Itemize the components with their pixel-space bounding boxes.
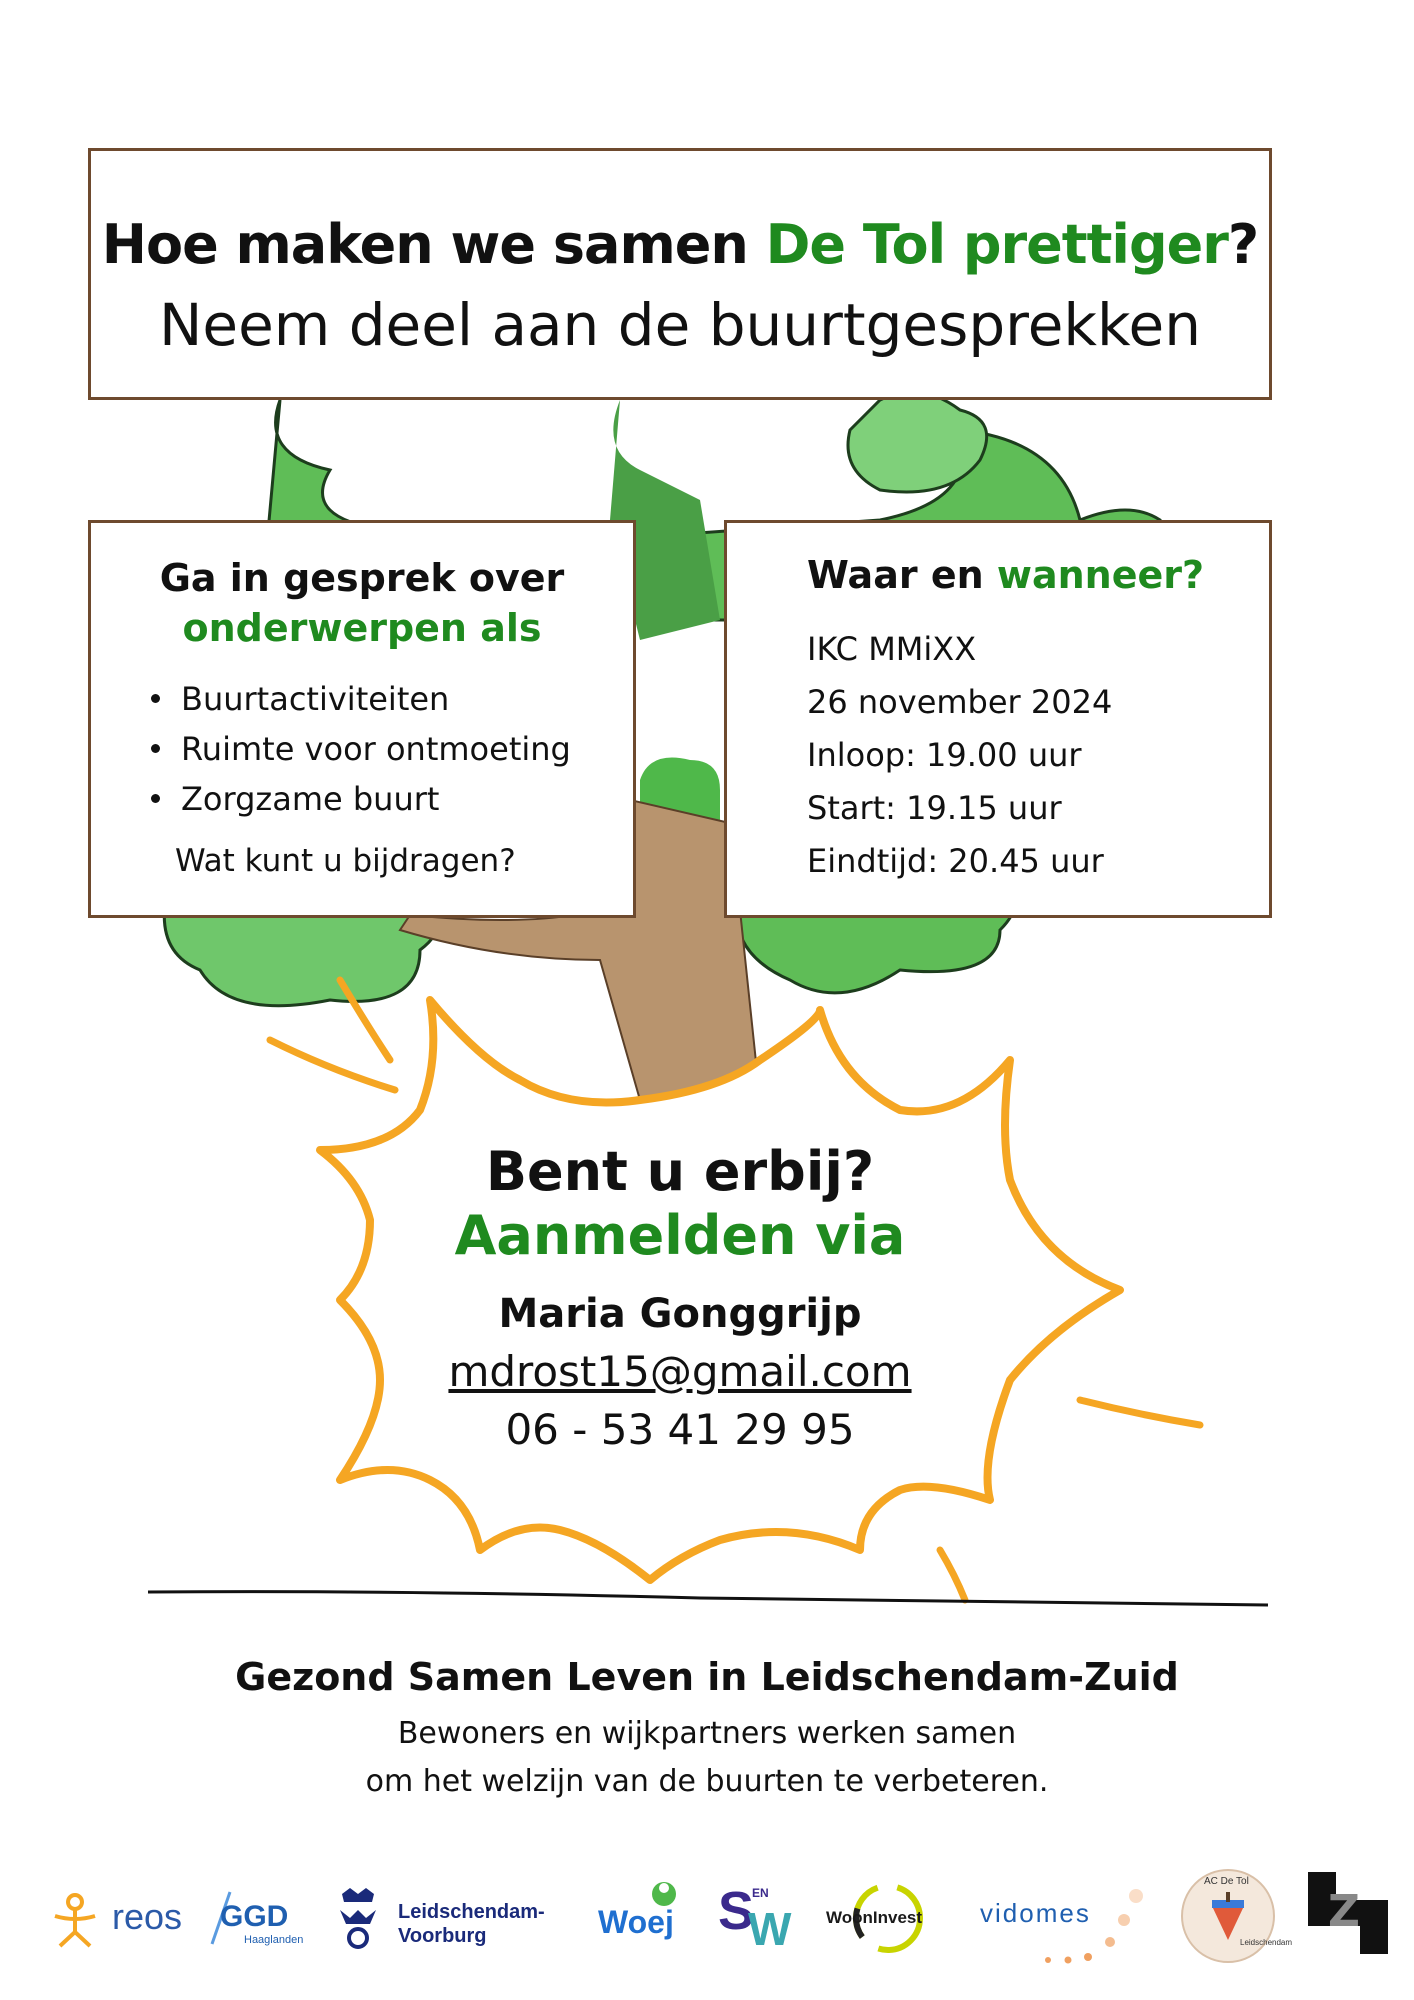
ac-de-tol-logo-side: Leidschendam	[1240, 1938, 1293, 1947]
topics-heading-line2: onderwerpen als	[182, 606, 542, 650]
s-en-w-logo	[718, 1880, 798, 1955]
wooninvest-logo: WoonInvest	[826, 1908, 923, 1927]
vidomes-logo: vidomes	[980, 1898, 1091, 1928]
event-inloop: Inloop: 19.00 uur	[807, 736, 1082, 774]
list-item: Buurtactiviteiten	[147, 679, 627, 719]
ac-de-tol-logo: AC De Tol	[1204, 1876, 1249, 1887]
event-location: IKC MMiXX	[807, 630, 977, 668]
woej-logo: Woej	[598, 1904, 674, 1940]
when-where-heading-highlight: wanneer?	[996, 553, 1205, 597]
s-en-w-w: W	[748, 1903, 792, 1955]
list-item: Zorgzame buurt	[147, 779, 627, 819]
topics-question: Wat kunt u bijdragen?	[175, 843, 516, 879]
footer-line1: Bewoners en wijkpartners werken samen	[397, 1716, 1017, 1751]
contact-phone: 06 - 53 41 29 95	[505, 1405, 855, 1454]
s-en-w-en: EN	[752, 1886, 769, 1900]
event-date: 26 november 2024	[807, 683, 1113, 721]
list-item: Ruimte voor ontmoeting	[147, 729, 627, 769]
title-part2: ?	[1227, 213, 1259, 276]
event-start: Start: 19.15 uur	[807, 789, 1062, 827]
title-highlight: De Tol prettiger	[765, 213, 1228, 276]
ggd-logo-sub: Haaglanden	[244, 1934, 304, 1946]
page-subtitle: Neem deel aan de buurtgesprekken	[159, 291, 1201, 359]
footer-title: Gezond Samen Leven in Leidschendam-Zuid	[235, 1655, 1179, 1699]
ggd-logo: GGD	[220, 1900, 289, 1933]
leidschendam-voorburg-line1: Leidschendam-	[398, 1901, 545, 1923]
contact-name: Maria Gonggrijp	[498, 1291, 862, 1337]
reos-logo-icon	[50, 1892, 100, 1948]
signup-question: Bent u erbij?	[485, 1140, 875, 1203]
leidschendam-voorburg-crest-icon	[336, 1888, 380, 1950]
title-part1: Hoe maken we samen	[101, 213, 766, 276]
topics-heading-line1: Ga in gesprek over	[159, 556, 565, 600]
leidschendam-voorburg-line2: Voorburg	[398, 1925, 487, 1947]
when-where-heading-part1: Waar en	[807, 553, 997, 597]
z-logo	[1308, 1872, 1388, 1954]
contact-email-link[interactable]: mdrost15@gmail.com	[448, 1347, 912, 1396]
footer	[0, 1650, 1414, 1806]
signup-cta: Aanmelden via	[454, 1204, 906, 1267]
s-en-w-s: S	[718, 1881, 755, 1941]
vidomes-dots-icon	[1040, 1882, 1150, 1972]
z-logo-letter: Z	[1328, 1886, 1360, 1937]
footer-line2: om het welzijn van de buurten te verbeteren.	[365, 1764, 1049, 1799]
leidschendam-voorburg-logo	[398, 1900, 545, 1948]
event-end: Eindtijd: 20.45 uur	[807, 842, 1104, 880]
reos-logo: reos	[112, 1896, 183, 1937]
partner-logos	[0, 1860, 1414, 1980]
